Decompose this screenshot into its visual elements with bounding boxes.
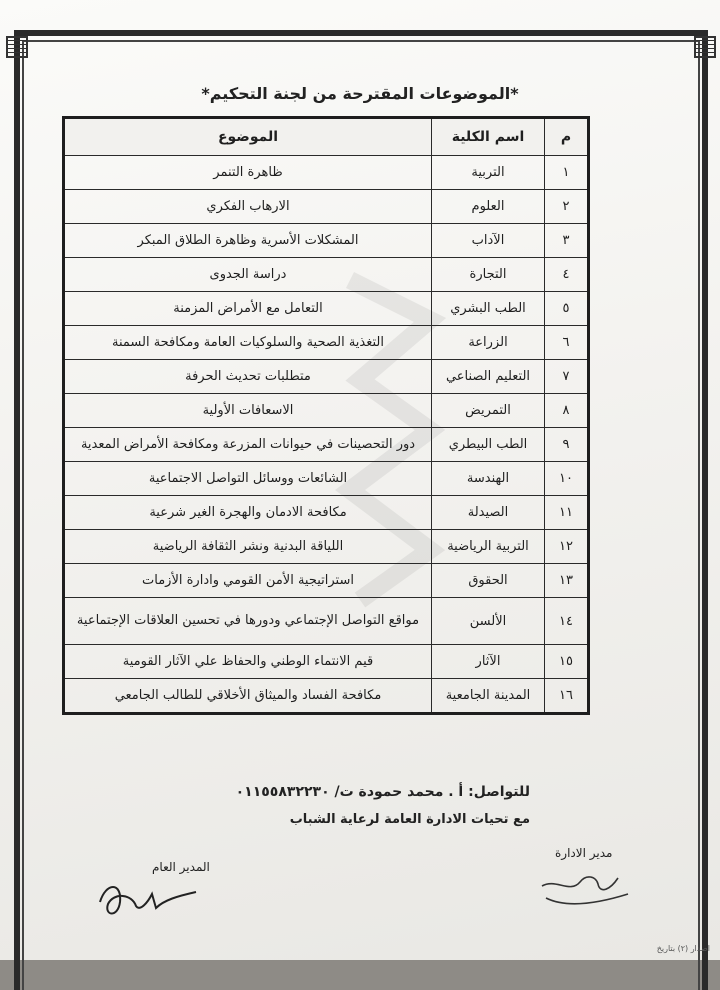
corner-ornament-left [6, 36, 28, 58]
table-row [64, 462, 589, 496]
cell-topic: التغذية الصحية والسلوكيات العامة ومكافحة السمنة [64, 326, 432, 360]
general-manager-signature [92, 872, 202, 922]
table-row [64, 496, 589, 530]
cell-college: المدينة الجامعية [432, 679, 545, 714]
cell-num: ١ [545, 156, 589, 190]
greeting-line: مع تحيات الادارة العامة لرعاية الشباب [289, 812, 530, 827]
cell-num: ١٢ [545, 530, 589, 564]
cell-topic: مواقع التواصل الإجتماعي ودورها في تحسين العلاقات الإجتماعية [64, 598, 432, 645]
table-header-row [64, 118, 589, 156]
cell-num: ٢ [545, 190, 589, 224]
table-row [64, 190, 589, 224]
corner-ornament-right [694, 36, 716, 58]
cell-college: الصيدلة [432, 496, 545, 530]
table-row [64, 224, 589, 258]
cell-topic: قيم الانتماء الوطني والحفاظ علي الآثار القومية [64, 645, 432, 679]
table-row [64, 326, 589, 360]
contact-line: للتواصل: أ . محمد حمودة ت/ ٠١١٥٥٨٣٢٢٣٠ [235, 784, 530, 800]
table-row [64, 564, 589, 598]
cell-college: التربية [432, 156, 545, 190]
cell-num: ١٦ [545, 679, 589, 714]
cell-topic: الشائعات ووسائل التواصل الاجتماعية [64, 462, 432, 496]
page-title: *الموضوعات المقترحة من لجنة التحكيم* [201, 84, 519, 103]
footer-issue-note: اصدار (٢) بتاريخ [656, 944, 710, 953]
cell-num: ٨ [545, 394, 589, 428]
cell-num: ٣ [545, 224, 589, 258]
cell-topic: الارهاب الفكري [64, 190, 432, 224]
cell-num: ٧ [545, 360, 589, 394]
cell-topic: استراتيجية الأمن القومي وادارة الأزمات [64, 564, 432, 598]
cell-topic: دراسة الجدوى [64, 258, 432, 292]
cell-num: ٦ [545, 326, 589, 360]
cell-topic: اللياقة البدنية ونشر الثقافة الرياضية [64, 530, 432, 564]
cell-num: ١٤ [545, 598, 589, 645]
cell-topic: دور التحصينات في حيوانات المزرعة ومكافحة الأمراض المعدية [64, 428, 432, 462]
topics-table-container [62, 116, 590, 715]
cell-topic: مكافحة الفساد والميثاق الأخلاقي للطالب الجامعي [64, 679, 432, 714]
cell-topic: متطلبات تحديث الحرفة [64, 360, 432, 394]
cell-college: الألسن [432, 598, 545, 645]
cell-college: الحقوق [432, 564, 545, 598]
header-college: اسم الكلية [432, 118, 545, 156]
cell-num: ٥ [545, 292, 589, 326]
cell-topic: الاسعافات الأولية [64, 394, 432, 428]
cell-num: ٤ [545, 258, 589, 292]
department-manager-signature [536, 864, 636, 914]
cell-college: الآثار [432, 645, 545, 679]
table-row [64, 428, 589, 462]
cell-college: التمريض [432, 394, 545, 428]
cell-college: الطب البشري [432, 292, 545, 326]
table-row [64, 394, 589, 428]
table-row [64, 530, 589, 564]
table-row [64, 645, 589, 679]
table-row [64, 156, 589, 190]
general-manager-label: المدير العام [152, 860, 210, 874]
cell-college: الطب البيطري [432, 428, 545, 462]
cell-num: ١٣ [545, 564, 589, 598]
cell-college: التعليم الصناعي [432, 360, 545, 394]
cell-num: ١٥ [545, 645, 589, 679]
cell-num: ١٠ [545, 462, 589, 496]
cell-college: الآداب [432, 224, 545, 258]
cell-topic: مكافحة الادمان والهجرة الغير شرعية [64, 496, 432, 530]
cell-topic: المشكلات الأسرية وظاهرة الطلاق المبكر [64, 224, 432, 258]
cell-num: ١١ [545, 496, 589, 530]
header-topic: الموضوع [64, 118, 432, 156]
cell-college: الزراعة [432, 326, 545, 360]
cell-college: الهندسة [432, 462, 545, 496]
department-manager-label: مدير الادارة [555, 846, 613, 860]
table-row [64, 598, 589, 645]
header-num: م [545, 118, 589, 156]
cell-college: التجارة [432, 258, 545, 292]
table-row [64, 679, 589, 714]
table-row [64, 360, 589, 394]
cell-topic: التعامل مع الأمراض المزمنة [64, 292, 432, 326]
topics-table [62, 116, 590, 715]
cell-num: ٩ [545, 428, 589, 462]
cell-topic: ظاهرة التنمر [64, 156, 432, 190]
table-row [64, 292, 589, 326]
cell-college: العلوم [432, 190, 545, 224]
table-row [64, 258, 589, 292]
cell-college: التربية الرياضية [432, 530, 545, 564]
